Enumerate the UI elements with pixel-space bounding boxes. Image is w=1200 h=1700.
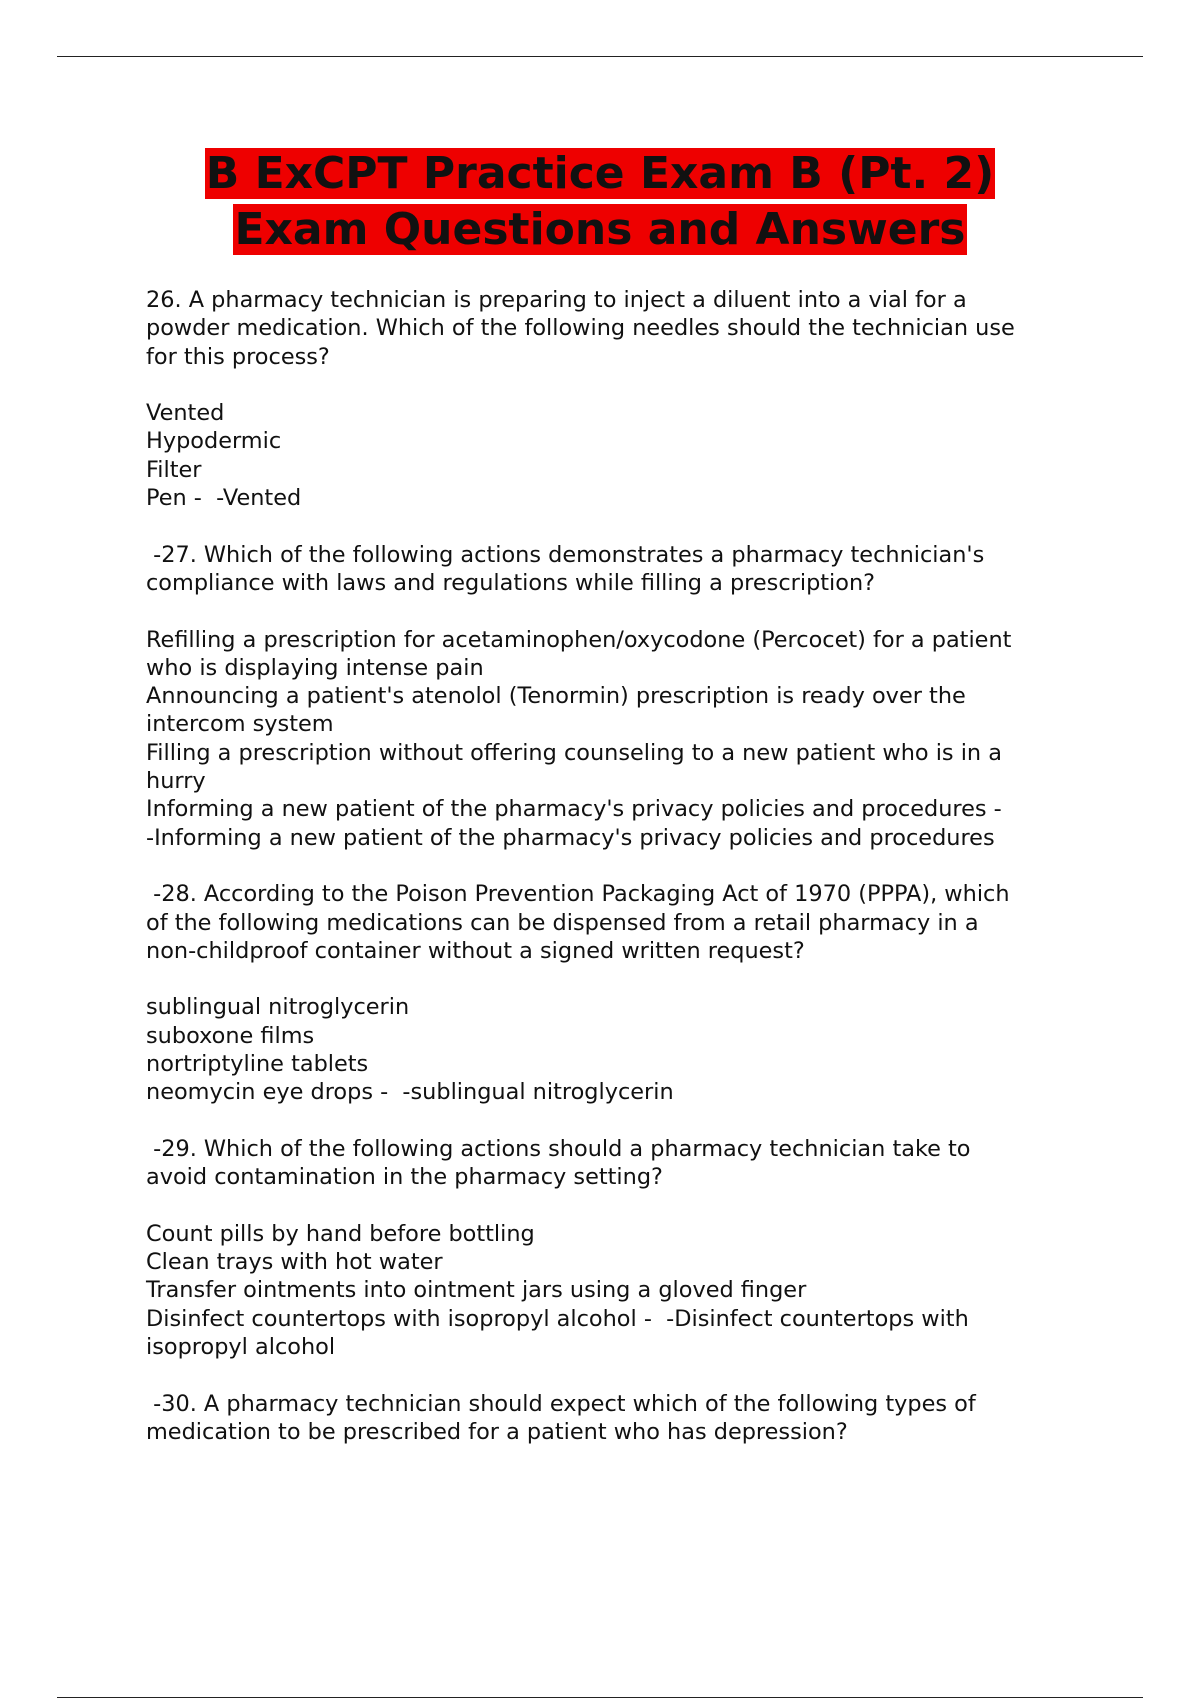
- text-line: Pen - -Vented: [146, 485, 302, 512]
- text-line: Hypodermic: [146, 428, 282, 455]
- text-line: suboxone films: [146, 1022, 315, 1049]
- blank-line: [146, 1192, 1096, 1220]
- text-line: -28. According to the Poison Prevention Packaging Act of 1970 (PPPA), which: [146, 881, 1010, 908]
- blank-line: [146, 512, 1096, 540]
- text-line: Clean trays with hot water: [146, 1249, 443, 1276]
- blank-line: [146, 965, 1096, 993]
- text-line: who is displaying intense pain: [146, 654, 484, 681]
- text-line: Informing a new patient of the pharmacy's privacy policies and procedures -: [146, 796, 1002, 823]
- text-line: Count pills by hand before bottling: [146, 1220, 535, 1247]
- blank-line: [146, 1361, 1096, 1389]
- text-line: Filling a prescription without offering counseling to a new patient who is in a: [146, 739, 1002, 766]
- text-line: powder medication. Which of the following needles should the technician use: [146, 315, 1015, 342]
- text-line: for this process?: [146, 343, 330, 370]
- text-line: -30. A pharmacy technician should expect which of the following types of: [146, 1390, 976, 1417]
- text-line: intercom system: [146, 711, 334, 738]
- text-line: Vented: [146, 400, 225, 427]
- top-divider: [57, 56, 1143, 57]
- text-line: nortriptyline tablets: [146, 1051, 369, 1078]
- text-line: non-childproof container without a signed written request?: [146, 937, 805, 964]
- text-line: Filter: [146, 456, 202, 483]
- blank-line: [146, 1107, 1096, 1135]
- text-line: -27. Which of the following actions demonstrates a pharmacy technician's: [146, 541, 985, 568]
- text-line: Announcing a patient's atenolol (Tenormin) prescription is ready over the: [146, 683, 966, 710]
- text-line: -29. Which of the following actions should a pharmacy technician take to: [146, 1135, 971, 1162]
- text-line: sublingual nitroglycerin: [146, 994, 410, 1021]
- title-line-1: B ExCPT Practice Exam B (Pt. 2): [205, 148, 995, 199]
- blank-line: [146, 597, 1096, 625]
- text-line: compliance with laws and regulations while filling a prescription?: [146, 569, 876, 596]
- blank-line: [146, 852, 1096, 880]
- blank-line: [146, 371, 1096, 399]
- title-line-2: Exam Questions and Answers: [234, 204, 966, 255]
- text-line: -Informing a new patient of the pharmacy's privacy policies and procedures: [146, 824, 995, 851]
- text-line: neomycin eye drops - -sublingual nitroglycerin: [146, 1079, 674, 1106]
- text-line: avoid contamination in the pharmacy setting?: [146, 1164, 663, 1191]
- document-title: [0, 146, 1200, 258]
- text-line: medication to be prescribed for a patient who has depression?: [146, 1418, 848, 1445]
- text-line: Disinfect countertops with isopropyl alcohol - -Disinfect countertops with: [146, 1305, 969, 1332]
- text-line: Refilling a prescription for acetaminophen/oxycodone (Percocet) for a patient: [146, 626, 1012, 653]
- document-body: [146, 286, 1096, 1446]
- bottom-divider: [57, 1697, 1143, 1698]
- text-line: hurry: [146, 768, 206, 795]
- text-line: Transfer ointments into ointment jars using a gloved finger: [146, 1277, 807, 1304]
- text-line: 26. A pharmacy technician is preparing to inject a diluent into a vial for a: [146, 287, 967, 313]
- text-line: isopropyl alcohol: [146, 1333, 336, 1360]
- text-line: of the following medications can be dispensed from a retail pharmacy in a: [146, 909, 979, 936]
